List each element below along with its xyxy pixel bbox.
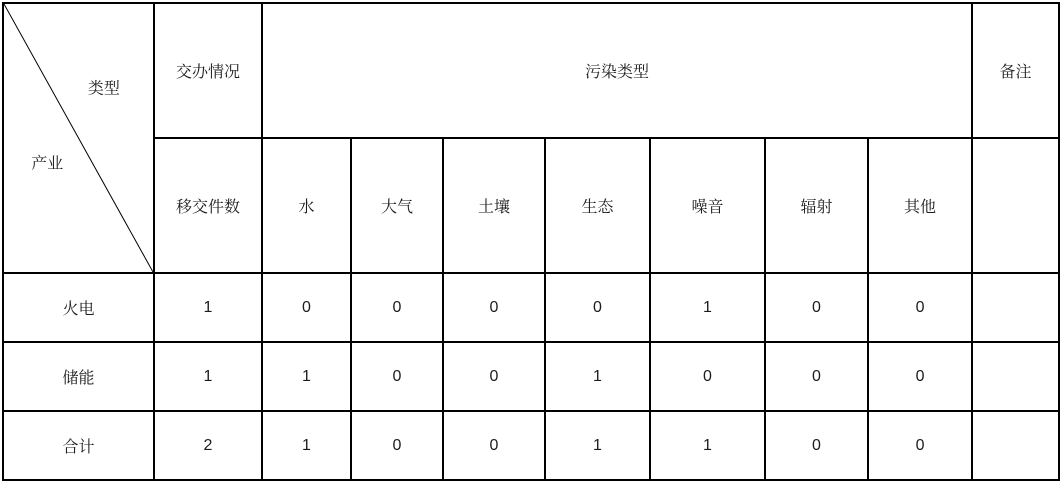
cell-remark <box>972 411 1059 480</box>
header-pollution-type-air: 大气 <box>351 138 443 273</box>
header-pollution-type-water: 水 <box>262 138 351 273</box>
cell-other: 0 <box>868 273 972 342</box>
header-assignment-group: 交办情况 <box>154 3 262 138</box>
cell-noise: 0 <box>650 342 765 411</box>
pollution-report-table <box>2 2 1060 481</box>
cell-air: 0 <box>351 411 443 480</box>
table-row-total <box>3 411 1059 480</box>
cell-water: 0 <box>262 273 351 342</box>
cell-water: 1 <box>262 342 351 411</box>
cell-radiation: 0 <box>765 273 868 342</box>
cell-air: 0 <box>351 342 443 411</box>
cell-radiation: 0 <box>765 411 868 480</box>
row-industry-label: 合计 <box>3 411 154 480</box>
cell-soil: 0 <box>443 411 545 480</box>
cell-air: 0 <box>351 273 443 342</box>
header-row-1 <box>3 3 1059 138</box>
cell-soil: 0 <box>443 342 545 411</box>
header-pollution-type-noise: 噪音 <box>650 138 765 273</box>
table-row-storage <box>3 342 1059 411</box>
header-pollution-type-other: 其他 <box>868 138 972 273</box>
corner-industry-label: 产业 <box>31 155 64 173</box>
header-remark-sub-cell <box>972 138 1059 273</box>
cell-ecology: 1 <box>545 411 650 480</box>
corner-cell <box>3 3 154 273</box>
cell-transferred: 2 <box>154 411 262 480</box>
header-row-2 <box>3 138 1059 273</box>
header-pollution-type-soil: 土壤 <box>443 138 545 273</box>
header-pollution-type-radiation: 辐射 <box>765 138 868 273</box>
diagonal-divider-line <box>4 4 153 272</box>
cell-soil: 0 <box>443 273 545 342</box>
cell-noise: 1 <box>650 411 765 480</box>
header-transferred-count: 移交件数 <box>154 138 262 273</box>
cell-remark <box>972 273 1059 342</box>
header-pollution-group: 污染类型 <box>262 3 972 138</box>
header-remark: 备注 <box>972 3 1059 138</box>
cell-water: 1 <box>262 411 351 480</box>
cell-other: 0 <box>868 411 972 480</box>
cell-noise: 1 <box>650 273 765 342</box>
row-industry-label: 储能 <box>3 342 154 411</box>
cell-ecology: 1 <box>545 342 650 411</box>
cell-transferred: 1 <box>154 342 262 411</box>
table-row-thermal <box>3 273 1059 342</box>
header-pollution-type-ecology: 生态 <box>545 138 650 273</box>
cell-transferred: 1 <box>154 273 262 342</box>
row-industry-label: 火电 <box>3 273 154 342</box>
cell-remark <box>972 342 1059 411</box>
cell-radiation: 0 <box>765 342 868 411</box>
corner-type-label: 类型 <box>87 80 120 98</box>
cell-ecology: 0 <box>545 273 650 342</box>
cell-other: 0 <box>868 342 972 411</box>
